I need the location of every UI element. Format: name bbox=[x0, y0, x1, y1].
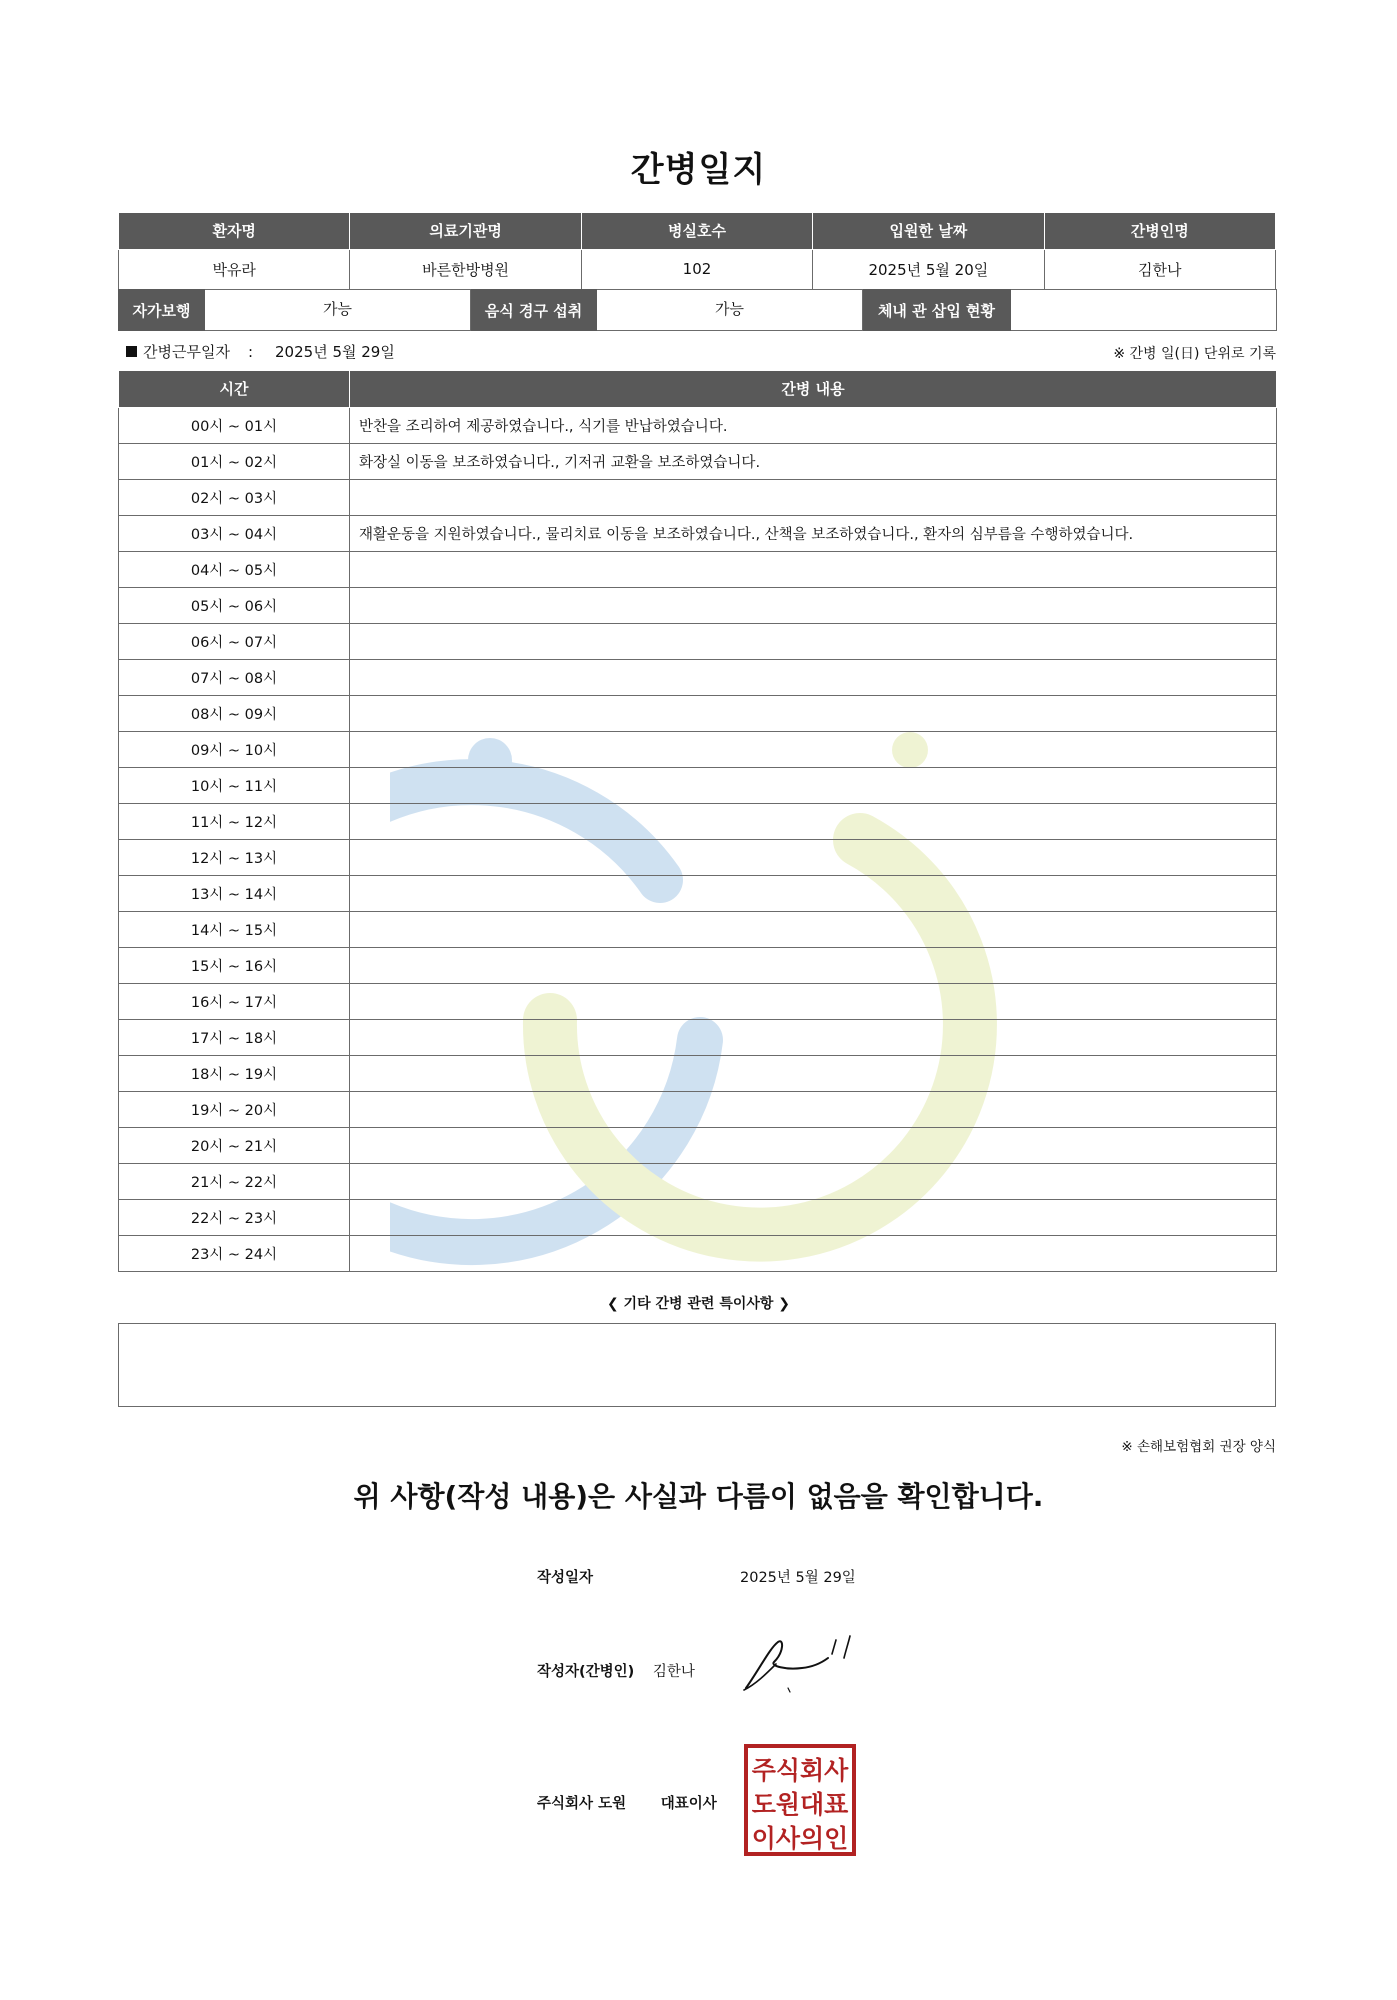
caregiver-name: 김한나 bbox=[1044, 249, 1275, 289]
log-content bbox=[350, 623, 1277, 659]
log-content bbox=[350, 1235, 1277, 1271]
table-row bbox=[119, 587, 1277, 623]
table-row bbox=[119, 839, 1277, 875]
log-content bbox=[350, 947, 1277, 983]
log-content bbox=[350, 695, 1277, 731]
log-time: 08시 ~ 09시 bbox=[119, 695, 350, 731]
table-row bbox=[119, 659, 1277, 695]
header-hospital: 의료기관명 bbox=[350, 213, 581, 249]
date-value: 2025년 5월 29일 bbox=[740, 1570, 856, 1586]
log-time: 19시 ~ 20시 bbox=[119, 1091, 350, 1127]
patient-info-table bbox=[118, 213, 1276, 290]
remarks-box bbox=[118, 1323, 1276, 1407]
work-date-label: 간병근무일자 bbox=[143, 343, 230, 361]
remarks-title: ❮ 기타 간병 관련 특이사항 ❯ bbox=[606, 1296, 791, 1312]
confirmation-statement: 위 사항(작성 내용)은 사실과 다름이 없음을 확인합니다. bbox=[353, 1480, 1044, 1513]
log-time: 14시 ~ 15시 bbox=[119, 911, 350, 947]
log-content bbox=[350, 839, 1277, 875]
page-title: 간병일지 bbox=[630, 150, 767, 190]
log-time: 12시 ~ 13시 bbox=[119, 839, 350, 875]
table-row bbox=[119, 1163, 1277, 1199]
log-time: 04시 ~ 05시 bbox=[119, 551, 350, 587]
status-table bbox=[118, 289, 1277, 331]
log-time: 06시 ~ 07시 bbox=[119, 623, 350, 659]
table-row bbox=[119, 1199, 1277, 1235]
log-content bbox=[350, 911, 1277, 947]
stamp-line-1: 주식회사 bbox=[751, 1756, 849, 1785]
hospital-name: 바른한방병원 bbox=[350, 249, 581, 289]
oral-intake-value: 가능 bbox=[597, 290, 863, 331]
company-row bbox=[537, 1792, 717, 1813]
log-content bbox=[350, 875, 1277, 911]
table-row bbox=[119, 767, 1277, 803]
table-row bbox=[119, 479, 1277, 515]
log-content bbox=[350, 1019, 1277, 1055]
log-time: 02시 ~ 03시 bbox=[119, 479, 350, 515]
table-row bbox=[119, 551, 1277, 587]
handwritten-signature bbox=[740, 1628, 860, 1698]
bullet-square-icon bbox=[126, 346, 137, 357]
table-row bbox=[119, 1019, 1277, 1055]
header-content: 간병 내용 bbox=[350, 371, 1277, 407]
room-number: 102 bbox=[581, 249, 812, 289]
table-row bbox=[119, 695, 1277, 731]
admission-date: 2025년 5월 20일 bbox=[813, 249, 1044, 289]
date-label: 작성일자 bbox=[537, 1570, 594, 1586]
log-content bbox=[350, 803, 1277, 839]
log-time: 23시 ~ 24시 bbox=[119, 1235, 350, 1271]
table-row bbox=[119, 1055, 1277, 1091]
writer-name: 김한나 bbox=[652, 1664, 695, 1680]
log-time: 21시 ~ 22시 bbox=[119, 1163, 350, 1199]
date-row bbox=[537, 1566, 593, 1587]
log-content bbox=[350, 479, 1277, 515]
table-row bbox=[119, 515, 1277, 551]
log-time: 16시 ~ 17시 bbox=[119, 983, 350, 1019]
tube-value bbox=[1011, 290, 1277, 331]
log-content bbox=[350, 551, 1277, 587]
log-content bbox=[350, 1199, 1277, 1235]
log-content bbox=[350, 983, 1277, 1019]
header-time: 시간 bbox=[119, 371, 350, 407]
self-walk-value: 가능 bbox=[205, 290, 471, 331]
work-date-value: 2025년 5월 29일 bbox=[275, 343, 395, 361]
log-time: 09시 ~ 10시 bbox=[119, 731, 350, 767]
table-row bbox=[119, 803, 1277, 839]
log-time: 17시 ~ 18시 bbox=[119, 1019, 350, 1055]
work-date bbox=[126, 341, 395, 362]
log-time: 13시 ~ 14시 bbox=[119, 875, 350, 911]
log-content: 화장실 이동을 보조하였습니다., 기저귀 교환을 보조하였습니다. bbox=[350, 443, 1277, 479]
log-content bbox=[350, 587, 1277, 623]
work-date-colon: : bbox=[247, 342, 254, 361]
care-log-table bbox=[118, 371, 1277, 1272]
table-row bbox=[119, 731, 1277, 767]
log-time: 18시 ~ 19시 bbox=[119, 1055, 350, 1091]
log-time: 00시 ~ 01시 bbox=[119, 407, 350, 443]
patient-name: 박유라 bbox=[119, 249, 350, 289]
log-time: 15시 ~ 16시 bbox=[119, 947, 350, 983]
log-time: 11시 ~ 12시 bbox=[119, 803, 350, 839]
log-time: 22시 ~ 23시 bbox=[119, 1199, 350, 1235]
table-row bbox=[119, 623, 1277, 659]
log-content bbox=[350, 1127, 1277, 1163]
table-row bbox=[119, 1091, 1277, 1127]
log-time: 10시 ~ 11시 bbox=[119, 767, 350, 803]
writer-label: 작성자(간병인) bbox=[537, 1664, 635, 1680]
ceo-label: 대표이사 bbox=[660, 1796, 717, 1812]
stamp-line-3: 이사의인 bbox=[751, 1824, 849, 1853]
log-content bbox=[350, 1055, 1277, 1091]
oral-intake-label: 음식 경구 섭취 bbox=[471, 290, 597, 331]
log-content: 반찬을 조리하여 제공하였습니다., 식기를 반납하였습니다. bbox=[350, 407, 1277, 443]
log-time: 20시 ~ 21시 bbox=[119, 1127, 350, 1163]
writer-row bbox=[537, 1660, 695, 1681]
table-row bbox=[119, 911, 1277, 947]
unit-note: ※ 간병 일(日) 단위로 기록 bbox=[1113, 346, 1276, 362]
header-patient-name: 환자명 bbox=[119, 213, 350, 249]
log-content bbox=[350, 731, 1277, 767]
log-content bbox=[350, 659, 1277, 695]
log-content: 재활운동을 지원하였습니다., 물리치료 이동을 보조하였습니다., 산책을 보조하였습니다., 환자의 심부름을 수행하였습니다. bbox=[350, 515, 1277, 551]
log-time: 01시 ~ 02시 bbox=[119, 443, 350, 479]
log-time: 07시 ~ 08시 bbox=[119, 659, 350, 695]
header-room: 병실호수 bbox=[581, 213, 812, 249]
table-row bbox=[119, 1235, 1277, 1271]
company-label: 주식회사 도원 bbox=[537, 1796, 627, 1812]
form-note: ※ 손해보험협회 권장 양식 bbox=[1121, 1439, 1276, 1455]
company-seal-stamp bbox=[744, 1744, 856, 1856]
log-time: 03시 ~ 04시 bbox=[119, 515, 350, 551]
table-row bbox=[119, 983, 1277, 1019]
table-row bbox=[119, 443, 1277, 479]
log-time: 05시 ~ 06시 bbox=[119, 587, 350, 623]
header-admission-date: 입원한 날짜 bbox=[813, 213, 1044, 249]
table-row bbox=[119, 875, 1277, 911]
table-row bbox=[119, 1127, 1277, 1163]
table-row bbox=[119, 407, 1277, 443]
log-content bbox=[350, 1091, 1277, 1127]
log-content bbox=[350, 767, 1277, 803]
log-content bbox=[350, 1163, 1277, 1199]
table-row bbox=[119, 947, 1277, 983]
self-walk-label: 자가보행 bbox=[119, 290, 205, 331]
tube-label: 체내 관 삽입 현황 bbox=[863, 290, 1011, 331]
stamp-line-2: 도원대표 bbox=[751, 1790, 849, 1819]
header-caregiver: 간병인명 bbox=[1044, 213, 1275, 249]
care-log-body bbox=[119, 407, 1277, 1271]
